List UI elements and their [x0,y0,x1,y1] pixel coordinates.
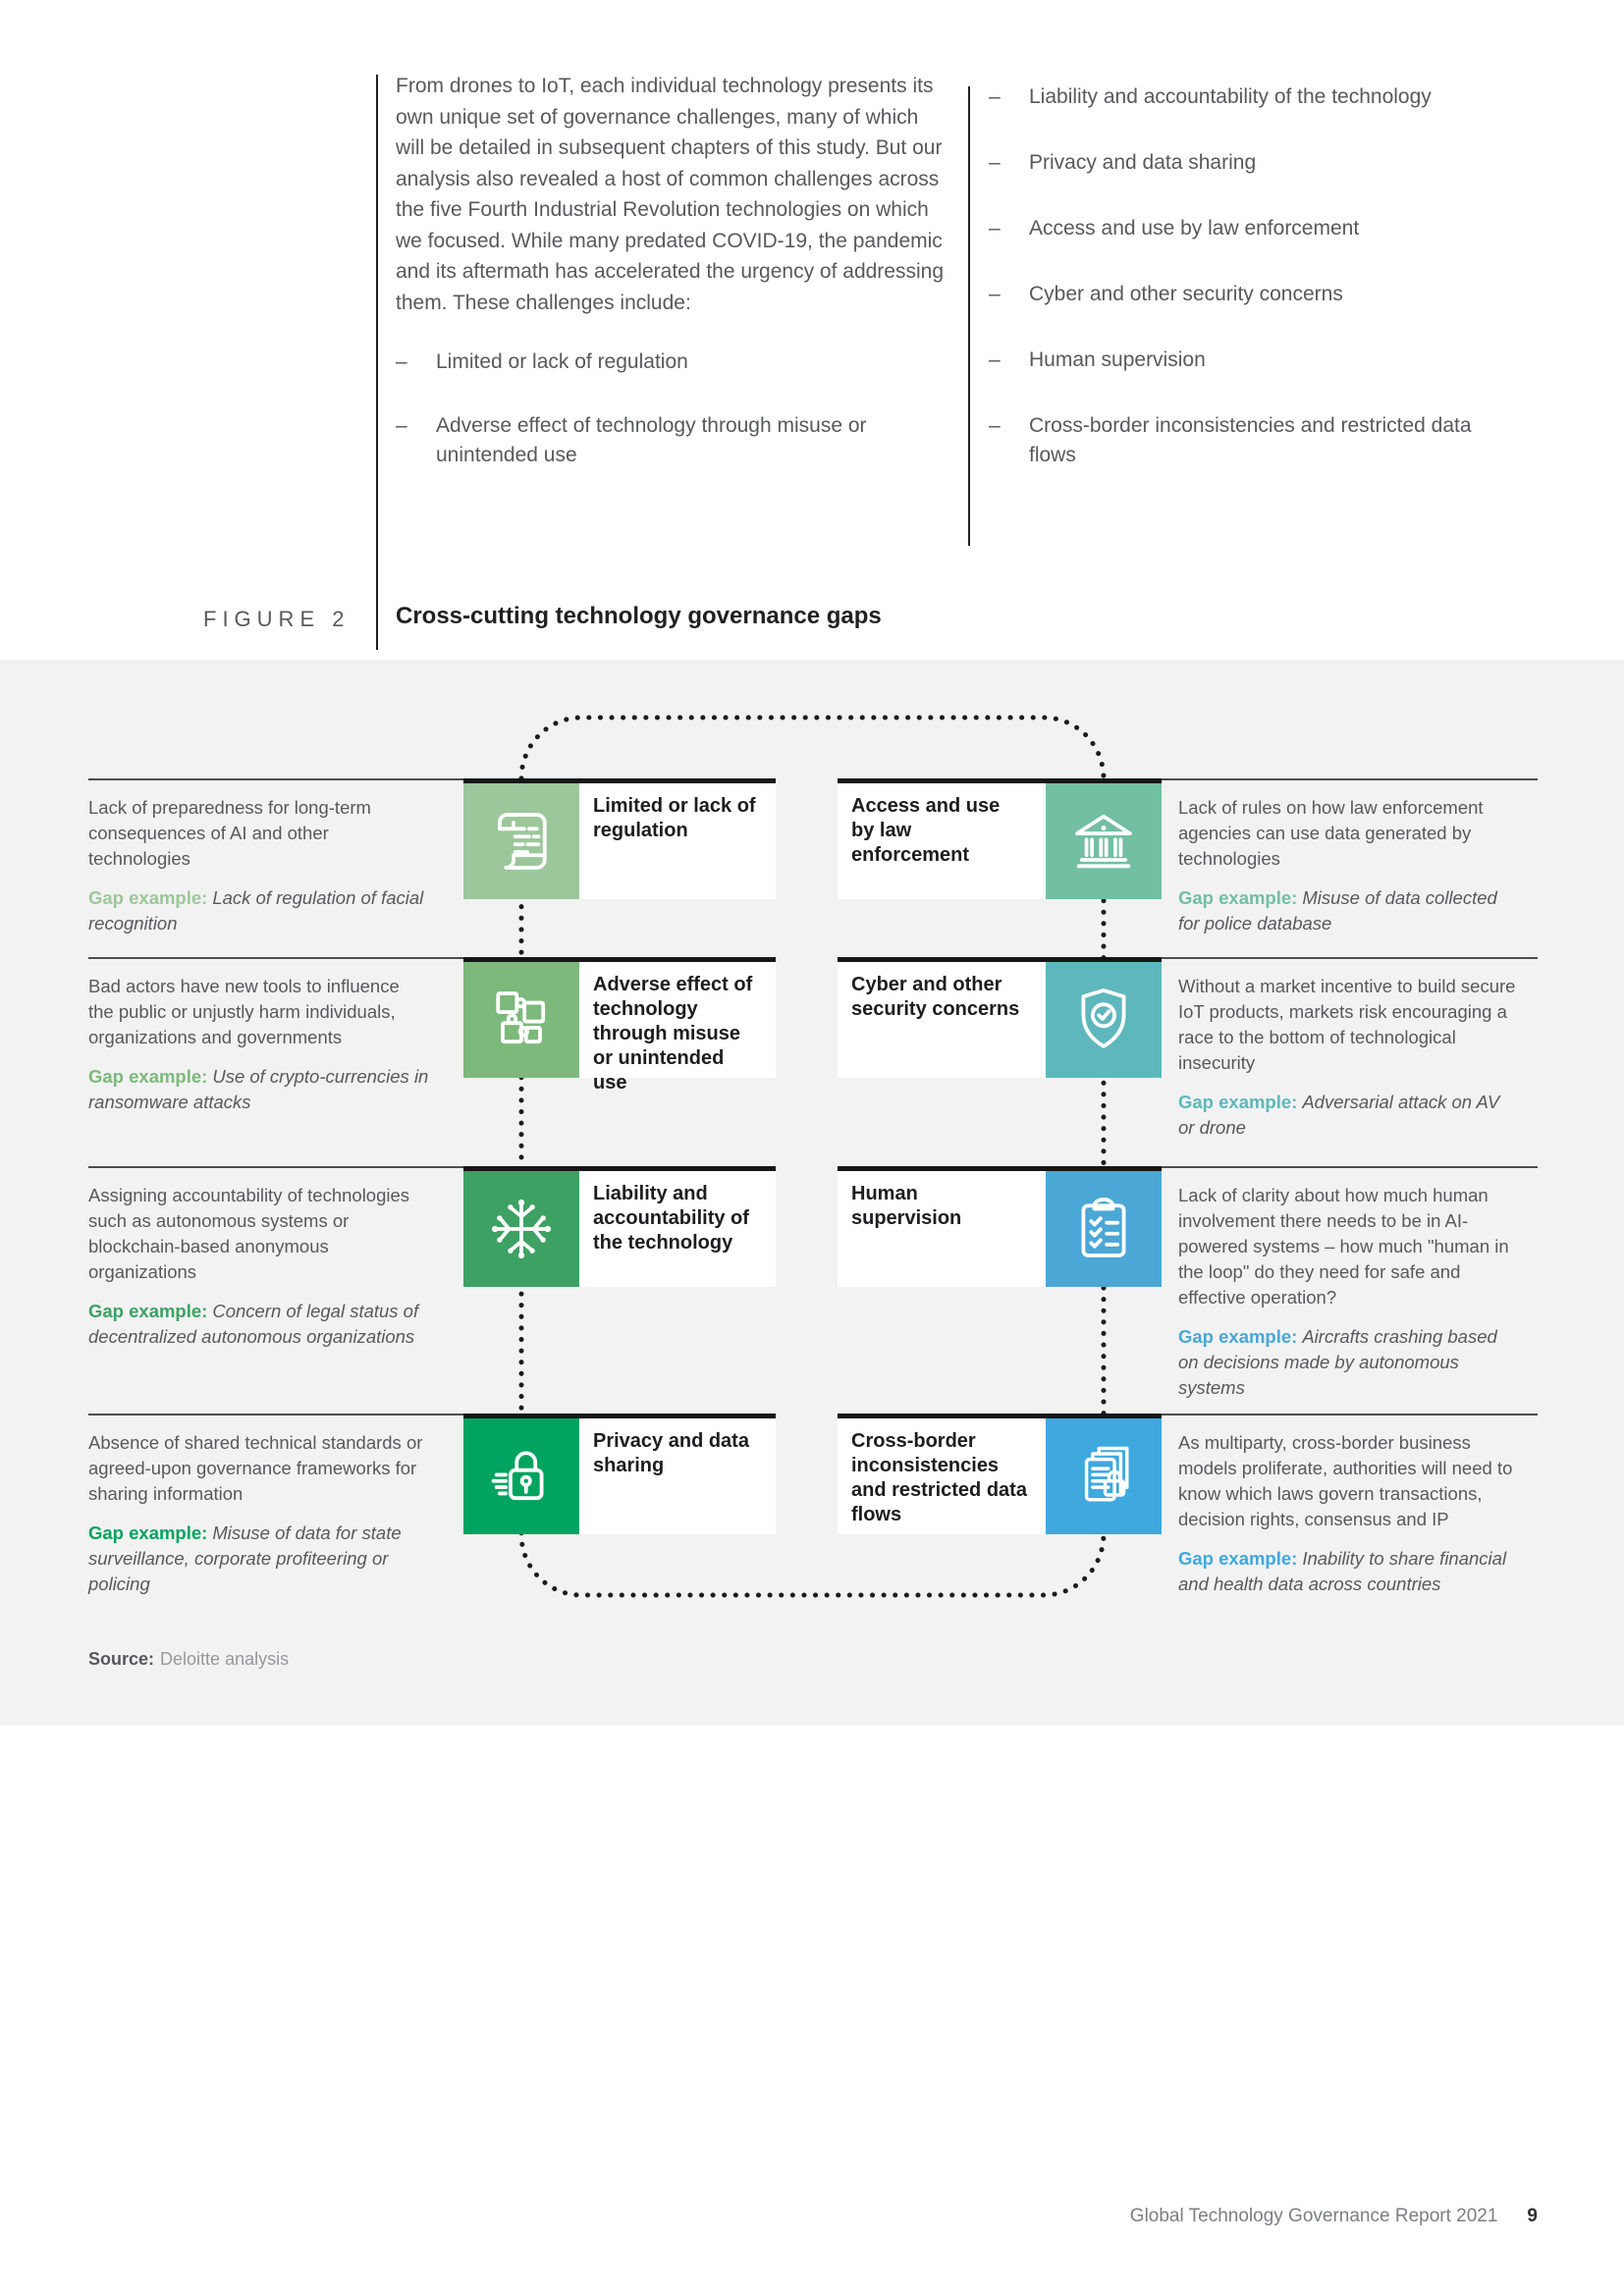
gap-title-box [579,957,776,1094]
gap-example-label: Gap example: [1178,1326,1298,1347]
gap-title-box [579,778,776,899]
gap-title-text: Liability and accountability of the technology [593,1183,749,1254]
gap-description-block [88,1166,463,1350]
intro-left-column [396,71,951,505]
gap-example [88,1299,429,1350]
bullet-item: – Access and use by law enforcement [989,214,1524,243]
gap-description-block [1162,778,1538,936]
column-divider-left [376,75,378,650]
gap-example-text: Adversarial attack on AV or drone [1178,1092,1500,1138]
gap-description-block [88,957,463,1115]
gap-example-text: Misuse of data collected for police database [1178,887,1497,934]
figure-row [0,1166,1624,1401]
intro-right-bullets [989,82,1524,470]
bullet-item: – Liability and accountability of the technology [989,82,1524,112]
icon-box [1046,957,1162,1078]
source-text: Deloitte analysis [160,1649,290,1669]
gap-description-text: Absence of shared technical standards or agreed-upon governance frameworks for sharing information [88,1432,423,1504]
gap-description-text: Without a market incentive to build secure IoT products, markets risk encouraging a race to the bottom of technological insecurity [1178,976,1516,1073]
gap-example [88,1064,429,1115]
gap-description-text: Assigning accountability of technologies such as autonomous systems or blockchain-based anonymous organizations [88,1185,410,1282]
gap-description-text: Lack of preparedness for long-term consequences of AI and other technologies [88,797,371,869]
gap-example [88,1521,429,1597]
gap-title-text: Adverse effect of technology through misuse or unintended use [593,974,753,1094]
gap-example-text: Inability to share financial and health data across countries [1178,1548,1507,1594]
intro-right-column [989,82,1524,507]
gap-example [1178,1324,1519,1401]
gap-description-text: As multiparty, cross-border business models proliferate, authorities will need to know which laws govern transactions, decision rights, consensus and IP [1178,1432,1513,1529]
icon-box [463,957,579,1078]
figure-row [0,957,1624,1141]
puzzle-icon [484,983,559,1057]
gap-example [1178,885,1519,936]
icon-box [463,1414,579,1534]
gap-title-box [838,1414,1046,1534]
gap-title-text: Human supervision [851,1183,962,1229]
footer-report-title: Global Technology Governance Report 2021 [1129,2206,1498,2226]
source-line [88,1649,289,1670]
icon-box [463,1166,579,1287]
column-divider-right [968,86,970,546]
figure-2-diagram [0,660,1624,1726]
network-icon [484,1192,559,1266]
gap-example-text: Aircrafts crashing based on decisions made by autonomous systems [1178,1326,1497,1398]
bullet-item: – Adverse effect of technology through misuse or unintended use [396,411,951,470]
gap-title-text: Privacy and data sharing [593,1430,749,1476]
padlock-icon [484,1439,559,1514]
gap-example-label: Gap example: [88,1522,208,1543]
gap-title-box [579,1166,776,1287]
scroll-icon [484,804,559,879]
gap-description-block [88,778,463,936]
gap-example-text: Misuse of data for state surveillance, corporate profiteering or policing [88,1522,402,1594]
gap-title-box [579,1414,776,1534]
gap-example-text: Concern of legal status of decentralized autonomous organizations [88,1301,419,1347]
icon-box [463,778,579,899]
gap-description-block [1162,957,1538,1141]
gap-description-text: Lack of rules on how law enforcement agencies can use data generated by technologies [1178,797,1484,869]
gap-title-box [838,778,1046,899]
gap-example-label: Gap example: [88,887,208,908]
gap-example-label: Gap example: [88,1066,208,1087]
documents-lock-icon [1066,1439,1141,1514]
gap-example-text: Use of crypto-currencies in ransomware attacks [88,1066,429,1112]
gap-title-box [838,1166,1046,1287]
gap-title-text: Cyber and other security concerns [851,974,1020,1020]
gap-example [1178,1546,1519,1597]
bullet-item: – Privacy and data sharing [989,148,1524,178]
gap-example-label: Gap example: [1178,1092,1298,1112]
gap-example-label: Gap example: [1178,1548,1298,1569]
source-label: Source: [88,1649,155,1669]
figure-row [0,778,1624,936]
gap-example-label: Gap example: [88,1301,208,1321]
gap-example [88,885,429,936]
gap-title-box [838,957,1046,1078]
gap-description-block [1162,1414,1538,1597]
figure-row [0,1414,1624,1597]
figure-label: FIGURE 2 [203,607,351,631]
page-footer [1130,2206,1538,2227]
bullet-item: – Cross-border inconsistencies and restricted data flows [989,411,1524,470]
clipboard-checklist-icon [1066,1192,1141,1266]
gap-title-text: Limited or lack of regulation [593,795,756,841]
icon-box [1046,1414,1162,1534]
footer-page-number: 9 [1527,2206,1538,2226]
intro-left-bullets [396,347,951,470]
bullet-item: – Human supervision [989,346,1524,375]
gap-title-text: Cross-border inconsistencies and restricted data flows [851,1430,1027,1525]
icon-box [1046,1166,1162,1287]
gap-description-block [1162,1166,1538,1401]
gap-example-label: Gap example: [1178,887,1298,908]
gap-description-block [88,1414,463,1597]
gap-description-text: Lack of clarity about how much human involvement there needs to be in AI-powered systems – how much "human in the loop" do they need for safe and effective operation? [1178,1185,1509,1308]
gap-description-text: Bad actors have new tools to influence the public or unjustly harm individuals, organizations and governments [88,976,400,1047]
icon-box [1046,778,1162,899]
bullet-item: – Limited or lack of regulation [396,347,951,377]
intro-paragraph: From drones to IoT, each individual technology presents its own unique set of governance challenges, many of which will be detailed in subsequent chapters of this study. But our analysis also revealed a host of common challenges across the five Fourth Industrial Revolution technologies on which we focused. While many predated COVID-19, the pandemic and its aftermath has accelerated the urgency of addressing them. These challenges include: [396,75,944,314]
bank-icon [1066,804,1141,879]
bullet-item: – Cyber and other security concerns [989,280,1524,309]
gap-title-text: Access and use by law enforcement [851,795,1001,866]
figure-title: Cross-cutting technology governance gaps [396,603,882,629]
shield-check-icon [1066,983,1141,1057]
gap-example-text: Lack of regulation of facial recognition [88,887,424,934]
gap-example [1178,1090,1519,1141]
